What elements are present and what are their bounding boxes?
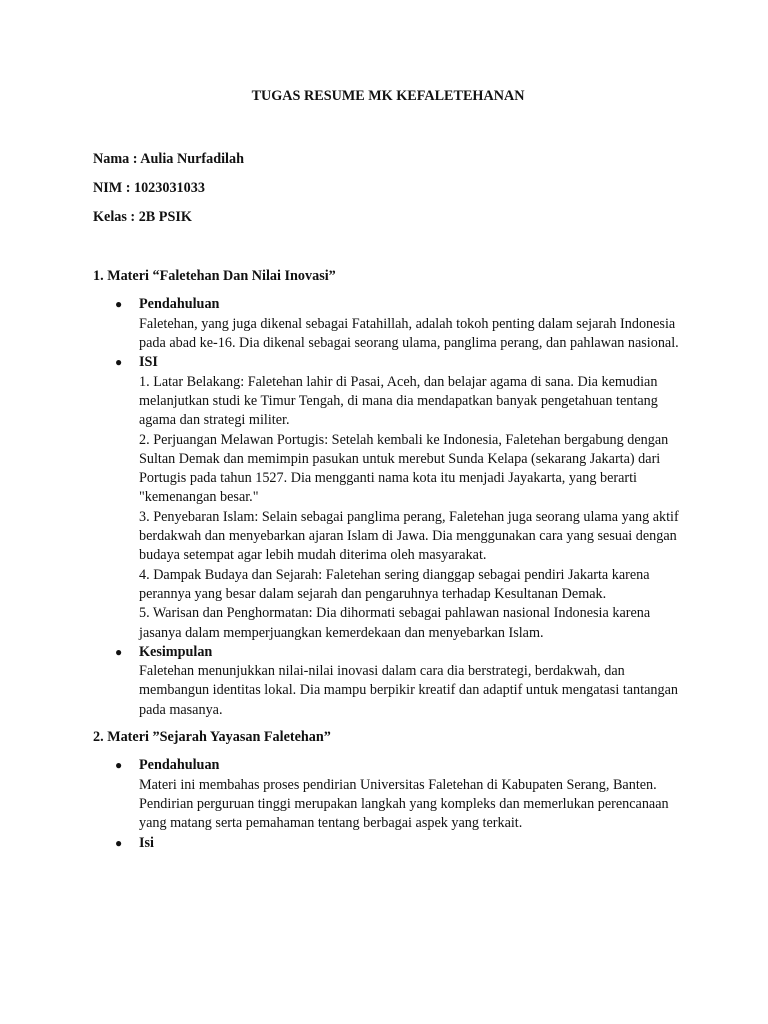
item-paragraph: 4. Dampak Budaya dan Sejarah: Faletehan sering dianggap sebagai pendiri Jakarta karena perannya yang besar dalam sejarah dan pengaruhnya terhadap Kesultanan Demak.	[139, 566, 650, 602]
list-item-pendahuluan	[115, 295, 683, 353]
item-title: Pendahuluan	[139, 757, 220, 774]
item-paragraph: 5. Warisan dan Penghormatan: Dia dihormati sebagai pahlawan nasional Indonesia karena jasanya dalam memperjuangkan kemerdekaan dan menyebarkan Islam.	[139, 605, 651, 641]
list-item-pendahuluan	[115, 756, 683, 833]
item-title: Kesimpulan	[139, 643, 213, 660]
item-title: Pendahuluan	[139, 296, 220, 313]
item-paragraph: 1. Latar Belakang: Faletehan lahir di Pasai, Aceh, dan belajar agama di sana. Dia kemudian melanjutkan studi ke Timur Tengah, di mana dia mendapatkan banyak pengetahuan tentang agama dan strategi militer.	[139, 373, 658, 429]
item-paragraph: 3. Penyebaran Islam: Selain sebagai panglima perang, Faletehan juga seorang ulama yang aktif berdakwah dan menyebarkan ajaran Islam di Jawa. Dia menggunakan cara yang sesuai dengan budaya setempat agar lebih mudah diterima oleh masyarakat.	[139, 508, 679, 564]
section-heading: 2. Materi ”Sejarah Yayasan Faletehan”	[93, 729, 331, 746]
list-item-isi	[115, 834, 683, 853]
item-title: ISI	[139, 354, 158, 371]
field-kelas: Kelas : 2B PSIK	[93, 208, 192, 225]
list-item-isi	[115, 353, 683, 642]
bullet-icon: ●	[115, 758, 123, 773]
section-1	[93, 267, 683, 720]
bullet-icon: ●	[115, 297, 123, 312]
bullet-icon: ●	[115, 835, 123, 850]
field-nama: Nama : Aulia Nurfadilah	[93, 151, 244, 168]
bullet-list	[93, 756, 683, 852]
student-info	[93, 150, 683, 227]
item-title: Isi	[139, 834, 154, 851]
item-paragraph: Faletehan menunjukkan nilai-nilai inovasi dalam cara dia berstrategi, berdakwah, dan membangun identitas lokal. Dia mampu berpikir kreatif dan adaptif untuk mengatasi tantangan pada masanya.	[139, 663, 678, 718]
document-content	[93, 87, 683, 861]
item-paragraph: Materi ini membahas proses pendirian Universitas Faletehan di Kabupaten Serang, Banten. Pendirian perguruan tinggi merupakan langkah yang kompleks dan memerlukan perencanaan yang matang serta pemahaman tentang berbagai aspek yang terkait.	[139, 776, 669, 832]
bullet-icon: ●	[115, 644, 123, 659]
item-paragraph: 2. Perjuangan Melawan Portugis: Setelah kembali ke Indonesia, Faletehan bergabung dengan Sultan Demak dan memimpin pasukan untuk merebut Sunda Kelapa (sekarang Jakarta) dari Portugis pada tahun 1527. Dia mengganti nama kota itu menjadi Jayakarta, yang berarti "kemenangan besar."	[139, 431, 669, 506]
document-title: TUGAS RESUME MK KEFALETEHANAN	[251, 88, 525, 104]
list-item-kesimpulan	[115, 643, 683, 720]
section-heading: 1. Materi “Faletehan Dan Nilai Inovasi”	[93, 268, 336, 285]
bullet-icon: ●	[115, 355, 123, 370]
field-nim: NIM : 1023031033	[93, 180, 205, 197]
bullet-list	[93, 295, 683, 720]
section-2	[93, 728, 683, 853]
item-paragraph: Faletehan, yang juga dikenal sebagai Fatahillah, adalah tokoh penting dalam sejarah Indonesia pada abad ke-16. Dia dikenal sebagai seorang ulama, panglima perang, dan pahlawan nasional.	[139, 315, 679, 352]
